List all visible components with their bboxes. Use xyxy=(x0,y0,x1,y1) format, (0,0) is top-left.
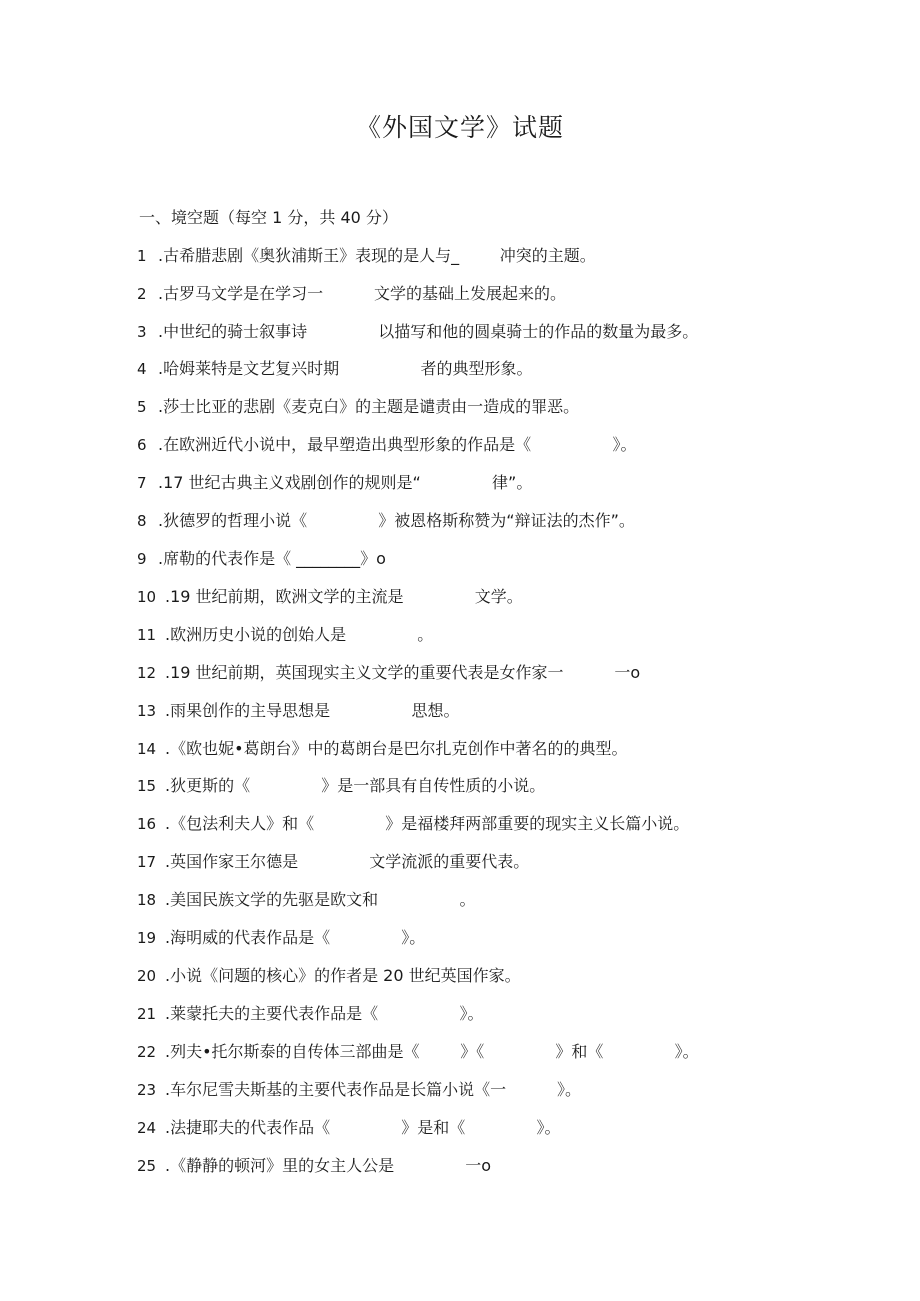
question-number: 24 xyxy=(137,1119,157,1137)
question-number: 11 xyxy=(137,626,157,644)
question-text: .狄更斯的《 》是一部具有自传性质的小说。 xyxy=(165,776,546,795)
question-number: 21 xyxy=(137,1005,157,1023)
question-item xyxy=(0,1001,920,1027)
section-heading: 一、境空题（每空 1 分，共 40 分） xyxy=(139,208,398,227)
question-number: 14 xyxy=(137,740,157,758)
question-text: .列夫•托尔斯泰的自传体三部曲是《 》《 》和《 》。 xyxy=(165,1042,699,1061)
question-item xyxy=(0,963,920,989)
question-number: 5 xyxy=(137,398,147,416)
question-number: 13 xyxy=(137,702,157,720)
question-number: 3 xyxy=(137,323,147,341)
question-text: .英国作家王尔德是 文学流派的重要代表。 xyxy=(165,852,530,871)
question-text: .莎士比亚的悲剧《麦克白》的主题是谴责由一造成的罪恶。 xyxy=(158,397,580,416)
question-item xyxy=(0,584,920,610)
question-item xyxy=(0,1077,920,1103)
question-number: 25 xyxy=(137,1157,157,1175)
page-title: 《外国文学》试题 xyxy=(355,113,564,142)
question-item xyxy=(0,811,920,837)
question-number: 17 xyxy=(137,853,157,871)
question-item xyxy=(0,660,920,686)
question-text: .19 世纪前期，欧洲文学的主流是 文学。 xyxy=(165,587,523,606)
question-text: .《包法利夫人》和《 》是福楼拜两部重要的现实主义长篇小说。 xyxy=(165,814,690,833)
question-number: 12 xyxy=(137,664,157,682)
question-item xyxy=(0,394,920,420)
question-text: .法捷耶夫的代表作品《 》是和《 》。 xyxy=(165,1118,561,1137)
question-text: .哈姆莱特是文艺复兴时期 者的典型形象。 xyxy=(158,359,533,378)
question-text: .莱蒙托夫的主要代表作品是《 》。 xyxy=(165,1004,484,1023)
question-item xyxy=(0,1039,920,1065)
question-text: .车尔尼雪夫斯基的主要代表作品是长篇小说《一 》。 xyxy=(165,1080,581,1099)
question-number: 20 xyxy=(137,967,157,985)
question-text: .中世纪的骑士叙事诗 以描写和他的圆桌骑士的作品的数量为最多。 xyxy=(158,322,699,341)
question-text: .美国民族文学的先驱是欧文和 。 xyxy=(165,890,476,909)
question-text: .《欧也妮•葛朗台》中的葛朗台是巴尔扎克创作中著名的的典型。 xyxy=(165,739,628,758)
question-text: .狄德罗的哲理小说《 》被恩格斯称赞为“辩证法的杰作”。 xyxy=(158,511,635,530)
question-item xyxy=(0,319,920,345)
question-text: .小说《问题的核心》的作者是 20 世纪英国作家。 xyxy=(165,966,521,985)
question-number: 2 xyxy=(137,285,147,303)
question-item xyxy=(0,470,920,496)
question-text: .欧洲历史小说的创始人是 。 xyxy=(165,625,434,644)
question-number: 22 xyxy=(137,1043,157,1061)
question-text: .17 世纪古典主义戏剧创作的规则是“ 律”。 xyxy=(158,473,533,492)
question-number: 15 xyxy=(137,777,157,795)
question-item xyxy=(0,925,920,951)
question-text: .19 世纪前期，英国现实主义文学的重要代表是女作家一 一o xyxy=(165,663,641,682)
question-text: .雨果创作的主导思想是 思想。 xyxy=(165,701,460,720)
question-item xyxy=(0,1153,920,1179)
question-number: 16 xyxy=(137,815,157,833)
question-item xyxy=(0,546,920,572)
question-number: 7 xyxy=(137,474,147,492)
question-number: 18 xyxy=(137,891,157,909)
question-text: .在欧洲近代小说中，最早塑造出典型形象的作品是《 》。 xyxy=(158,435,637,454)
question-number: 23 xyxy=(137,1081,157,1099)
question-number: 19 xyxy=(137,929,157,947)
question-text: .席勒的代表作是《 ________》o xyxy=(158,549,386,568)
question-item xyxy=(0,773,920,799)
question-item xyxy=(0,698,920,724)
question-item xyxy=(0,243,920,269)
question-text: .古希腊悲剧《奥狄浦斯王》表现的是人与_ 冲突的主题。 xyxy=(158,246,596,265)
question-item xyxy=(0,508,920,534)
question-number: 4 xyxy=(137,360,147,378)
question-text: .《静静的顿河》里的女主人公是 一o xyxy=(165,1156,492,1175)
question-number: 8 xyxy=(137,512,147,530)
question-item xyxy=(0,1115,920,1141)
question-item xyxy=(0,622,920,648)
question-item xyxy=(0,736,920,762)
question-number: 10 xyxy=(137,588,157,606)
question-item xyxy=(0,887,920,913)
question-item xyxy=(0,849,920,875)
question-text: .古罗马文学是在学习一 文学的基础上发展起来的。 xyxy=(158,284,566,303)
question-number: 1 xyxy=(137,247,147,265)
question-number: 9 xyxy=(137,550,147,568)
question-number: 6 xyxy=(137,436,147,454)
question-text: .海明威的代表作品是《 》。 xyxy=(165,928,426,947)
question-item xyxy=(0,432,920,458)
question-item xyxy=(0,281,920,307)
question-item xyxy=(0,356,920,382)
